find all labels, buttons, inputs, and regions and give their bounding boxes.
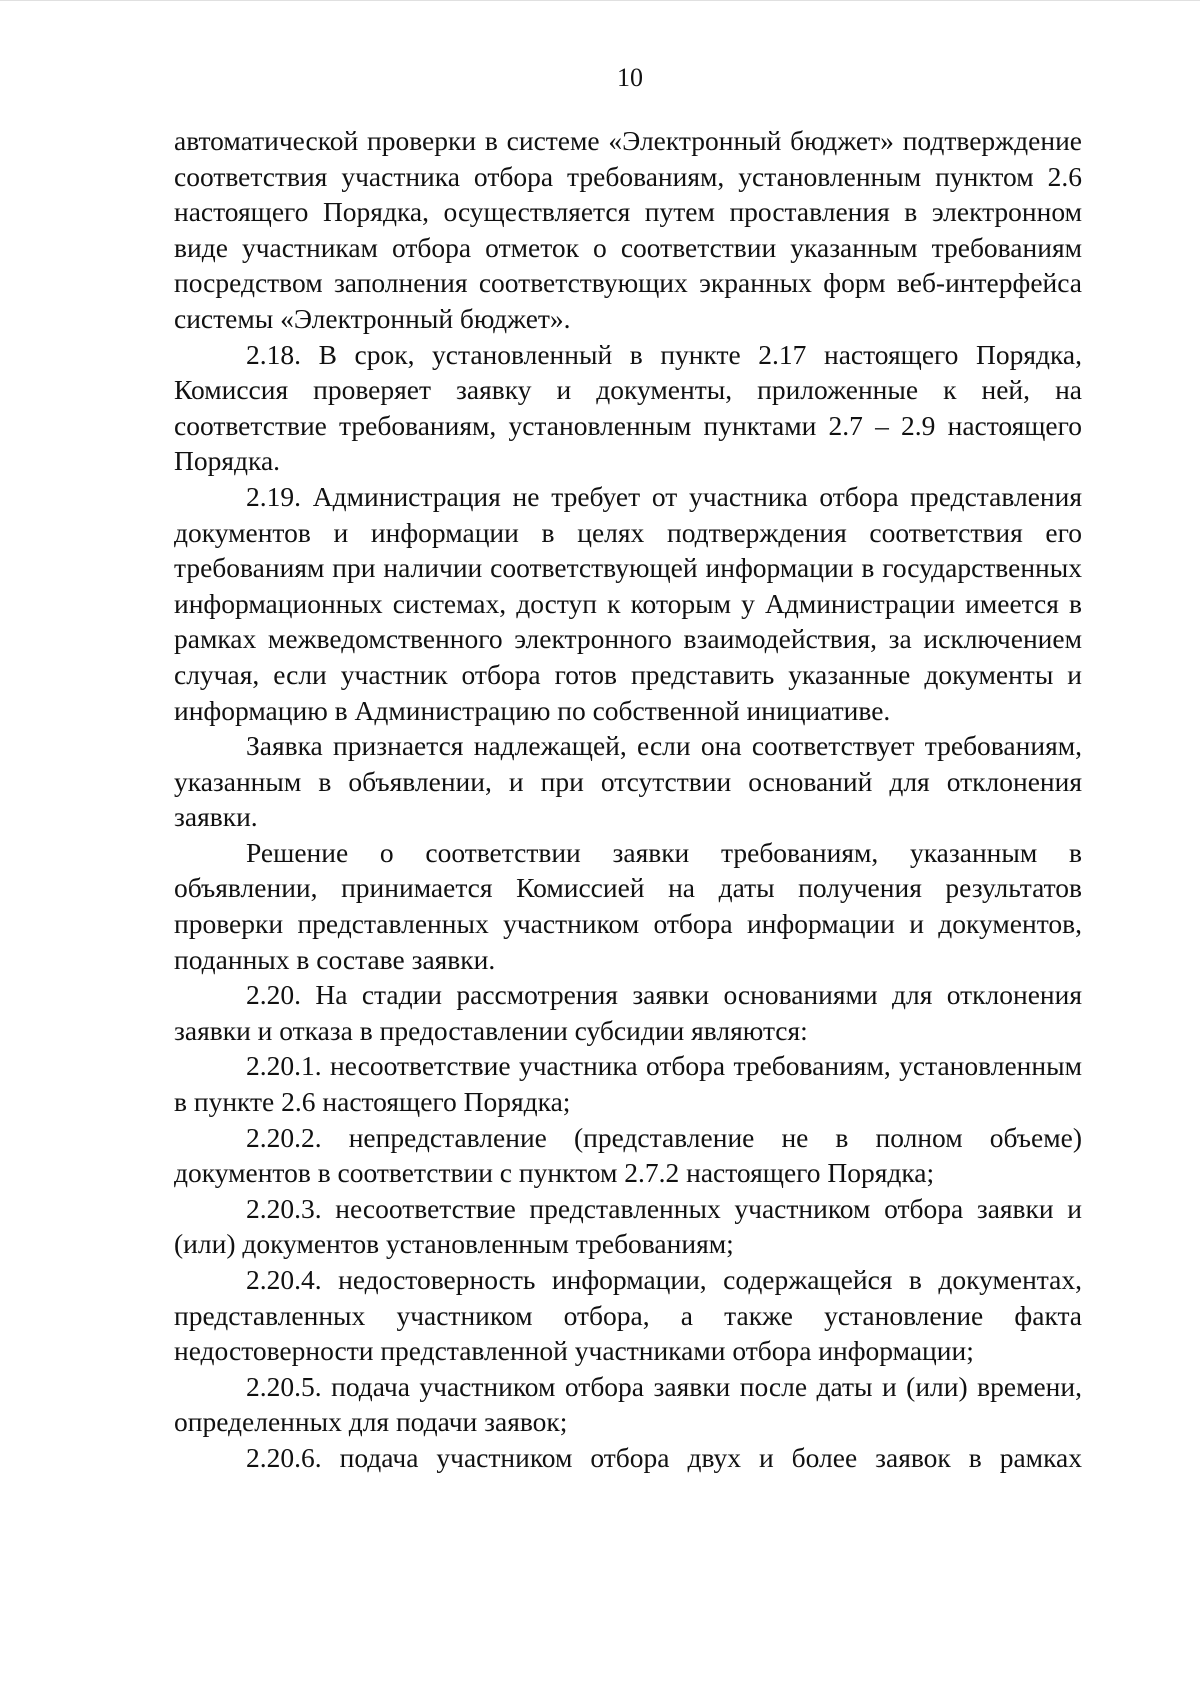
paragraph-decision: Решение о соответствии заявки требованиям, указанным в объявлении, принимается Комиссией на даты получения результатов проверки представленных участником отбора информации и документов, поданных в составе заявки. bbox=[174, 836, 1082, 975]
paragraph-application-proper: Заявка признается надлежащей, если она соответствует требованиям, указанным в объявлении, и при отсутствии оснований для отклонения заявки. bbox=[174, 730, 1082, 833]
paragraph-2-20: 2.20. На стадии рассмотрения заявки основаниями для отклонения заявки и отказа в предоставлении субсидии являются: bbox=[174, 979, 1082, 1046]
page-number: 10 bbox=[617, 63, 643, 92]
paragraph-2-20-6: 2.20.6. подача участником отбора двух и более заявок в рамках bbox=[246, 1441, 1082, 1473]
paragraph-2-20-5: 2.20.5. подача участником отбора заявки после даты и (или) времени, определенных для подачи заявок; bbox=[174, 1370, 1082, 1438]
paragraph-2-20-3: 2.20.3. несоответствие представленных участником отбора заявки и (или) документов установленным требованиям; bbox=[174, 1192, 1082, 1260]
paragraph-2-20-4: 2.20.4. недостоверность информации, содержащейся в документах, представленных участником отбора, а также установление факта недостоверности представленной участниками отбора информации; bbox=[174, 1264, 1082, 1367]
document-body bbox=[174, 123, 1082, 1476]
paragraph-2-20-1: 2.20.1. несоответствие участника отбора требованиям, установленным в пункте 2.6 настоящего Порядка; bbox=[174, 1050, 1082, 1118]
paragraph-2-20-2: 2.20.2. непредставление (представление не в полном объеме) документов в соответствии с пунктом 2.7.2 настоящего Порядка; bbox=[174, 1121, 1082, 1189]
paragraph-2-19: 2.19. Администрация не требует от участника отбора представления документов и информации в целях подтверждения соответствия его требованиям при наличии соответствующей информации в государственных информационных системах, доступ к которым у Администрации имеется в рамках межведомственного электронного взаимодействия, за исключением случая, если участник отбора готов представить указанные документы и информацию в Администрацию по собственной инициативе. bbox=[174, 480, 1082, 726]
paragraph-continuation: автоматической проверки в системе «Электронный бюджет» подтверждение соответствия участника отбора требованиям, установленным пунктом 2.6 настоящего Порядка, осуществляется путем проставления в электронном виде участникам отбора отметок о соответствии указанным требованиям посредством заполнения соответствующих экранных форм веб-интерфейса системы «Электронный бюджет». bbox=[174, 125, 1082, 334]
paragraph-2-18: 2.18. В срок, установленный в пункте 2.17 настоящего Порядка, Комиссия проверяет заявку и документы, приложенные к ней, на соответствие требованиям, установленным пунктами 2.7 – 2.9 настоящего Порядка. bbox=[174, 338, 1082, 477]
